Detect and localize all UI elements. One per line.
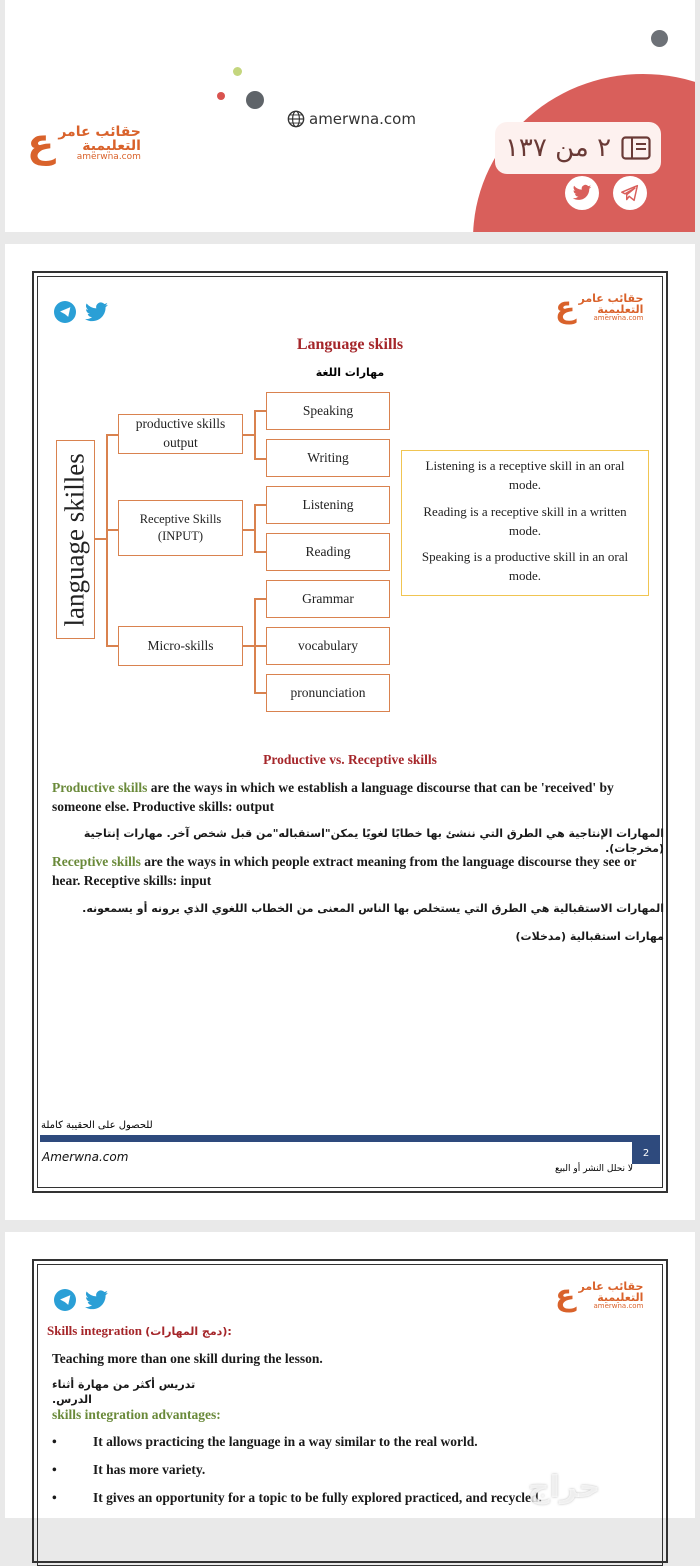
connector bbox=[242, 434, 254, 436]
connector bbox=[254, 504, 256, 552]
telegram-icon bbox=[620, 184, 640, 202]
twitter-icon bbox=[572, 184, 592, 202]
leaf-vocabulary bbox=[266, 627, 390, 665]
watermark-logo: حراج bbox=[528, 1470, 601, 1505]
paragraph-productive-ar: المهارات الإنتاجية هي الطرق التي ننشئ بها خطابًا لغويًا يمكن"استقباله"من قبل شخص آخر. مهارات إنتاجية (مخرجات). bbox=[83, 827, 664, 856]
document-page-1 bbox=[5, 244, 695, 1220]
leaf-label: Grammar bbox=[302, 590, 354, 606]
section-title: Productive vs. Receptive skills bbox=[263, 752, 437, 767]
connector bbox=[254, 458, 266, 460]
leaf-label: pronunciation bbox=[290, 684, 366, 700]
branch-productive bbox=[118, 414, 243, 454]
connector bbox=[254, 692, 266, 694]
diagram-root-label: language skilles bbox=[59, 452, 90, 627]
page-counter[interactable] bbox=[495, 122, 661, 174]
connector bbox=[242, 645, 254, 647]
branch-label: Receptive Skills (INPUT) bbox=[139, 511, 222, 543]
advantage-text: It has more variety. bbox=[93, 1462, 206, 1477]
leaf-speaking bbox=[266, 392, 390, 430]
heading-text: Skills integration bbox=[47, 1323, 142, 1338]
leaf-label: vocabulary bbox=[298, 637, 358, 653]
page-title: Language skills bbox=[296, 336, 404, 353]
connector bbox=[254, 551, 266, 553]
telegram-link[interactable] bbox=[54, 1289, 76, 1311]
leaf-pronunciation bbox=[266, 674, 390, 712]
telegram-button[interactable] bbox=[613, 176, 647, 210]
page-counter-text: ٢ من ١٣٧ bbox=[504, 133, 612, 163]
note-text: Reading is a receptive skill in a written mode. bbox=[423, 503, 627, 538]
connector bbox=[254, 598, 266, 600]
footer-page-number: 2 bbox=[632, 1142, 660, 1164]
page-logo bbox=[555, 290, 643, 325]
connector bbox=[106, 434, 108, 646]
paragraph-receptive-ar2: مهارات استقبالية (مدخلات) bbox=[515, 930, 664, 943]
leaf-label: Writing bbox=[307, 449, 349, 465]
telegram-link[interactable] bbox=[54, 301, 76, 323]
logo-line1: حقائب عامر bbox=[578, 292, 644, 305]
branch-micro bbox=[118, 626, 243, 666]
twitter-icon[interactable] bbox=[84, 302, 109, 323]
decor-dot-green bbox=[233, 67, 242, 76]
branch-label: productive skills output bbox=[135, 416, 226, 450]
telegram-icon bbox=[59, 306, 72, 318]
paragraph-productive bbox=[52, 779, 664, 816]
logo-line3: amerwna.com bbox=[593, 1302, 644, 1310]
logo-line2: التعليمية bbox=[597, 1291, 644, 1304]
leaf-grammar bbox=[266, 580, 390, 618]
logo-line1: حقائب عامر bbox=[58, 123, 141, 140]
bullet-icon: • bbox=[52, 1490, 57, 1505]
term-productive: Productive skills bbox=[52, 780, 148, 795]
header-logo[interactable] bbox=[27, 120, 141, 166]
definition-ar: تدريس أكثر من مهارة أثناء الدرس. bbox=[52, 1378, 196, 1407]
decor-dot-dark bbox=[246, 91, 264, 109]
connector bbox=[106, 645, 118, 647]
paragraph-text: are the ways in which we establish a language discourse that can be 'received' by someone else. Productive skills: output bbox=[52, 780, 614, 814]
twitter-button[interactable] bbox=[565, 176, 599, 210]
bullet-icon: • bbox=[52, 1434, 57, 1449]
page-title-ar: مهارات اللغة bbox=[315, 366, 385, 379]
leaf-listening bbox=[266, 486, 390, 524]
bullet-icon: • bbox=[52, 1462, 57, 1477]
note-text: Speaking is a productive skill in an oral mode. bbox=[421, 549, 629, 584]
paragraph-text: are the ways in which people extract meaning from the language discourse they see or hear. Receptive skills: input bbox=[52, 854, 637, 888]
leaf-label: Reading bbox=[305, 543, 351, 559]
footer-ar-top: للحصول على الحقيبة كاملة bbox=[41, 1120, 153, 1131]
logo-mark-icon: ع bbox=[555, 1278, 576, 1313]
footer-bar bbox=[40, 1135, 660, 1142]
site-url: amerwna.com bbox=[309, 110, 416, 128]
advantages-title: skills integration advantages: bbox=[52, 1407, 221, 1422]
connector bbox=[254, 645, 266, 647]
leaf-label: Speaking bbox=[302, 402, 354, 418]
globe-icon bbox=[287, 110, 305, 128]
logo-line1: حقائب عامر bbox=[578, 1280, 644, 1293]
page-logo bbox=[555, 1278, 643, 1313]
skills-integration-heading bbox=[47, 1323, 232, 1339]
note-text: Listening is a receptive skill in an oral mode. bbox=[425, 458, 625, 492]
term-receptive: Receptive skills bbox=[52, 854, 141, 869]
connector bbox=[254, 504, 266, 506]
logo-line2: التعليمية bbox=[82, 137, 141, 154]
connector bbox=[242, 529, 254, 531]
app-header bbox=[5, 0, 695, 232]
paragraph-receptive-ar: المهارات الاستقبالية هي الطرق التي يستخلص بها الناس المعنى من الخطاب اللغوي الذي يرونه أو يسمعونه. bbox=[82, 902, 664, 915]
logo-line3: amerwna.com bbox=[593, 314, 644, 322]
paragraph-receptive bbox=[52, 853, 664, 890]
heading-ar: (دمج المهارات): bbox=[145, 1325, 232, 1338]
leaf-label: Listening bbox=[302, 496, 354, 512]
logo-mark-icon: ع bbox=[555, 290, 576, 325]
site-link[interactable] bbox=[287, 110, 416, 128]
book-icon bbox=[621, 136, 651, 160]
logo-line3: amerwna.com bbox=[76, 151, 141, 162]
decor-dot-gray bbox=[651, 30, 668, 47]
branch-label: Micro-skills bbox=[147, 637, 214, 653]
footer-site[interactable]: Amerwna.com bbox=[42, 1150, 129, 1164]
connector bbox=[106, 529, 118, 531]
twitter-icon[interactable] bbox=[84, 1290, 109, 1311]
advantage-text: It gives an opportunity for a topic to be fully explored practiced, and recycled. bbox=[93, 1490, 542, 1505]
diagram-root bbox=[56, 440, 95, 639]
decor-dot-red bbox=[217, 92, 225, 100]
advantage-text: It allows practicing the language in a way similar to the real world. bbox=[93, 1434, 478, 1449]
definition: Teaching more than one skill during the lesson. bbox=[52, 1351, 323, 1366]
notes-box bbox=[401, 450, 649, 596]
leaf-writing bbox=[266, 439, 390, 477]
logo-mark-icon: ع bbox=[27, 120, 55, 166]
footer-ar-bottom: لا نحلل النشر أو البيع bbox=[555, 1164, 633, 1174]
connector bbox=[106, 434, 118, 436]
connector bbox=[254, 410, 266, 412]
leaf-reading bbox=[266, 533, 390, 571]
logo-line2: التعليمية bbox=[597, 303, 644, 316]
connector bbox=[254, 410, 256, 459]
telegram-icon bbox=[59, 1294, 72, 1306]
connector bbox=[94, 538, 106, 540]
branch-receptive bbox=[118, 500, 243, 556]
